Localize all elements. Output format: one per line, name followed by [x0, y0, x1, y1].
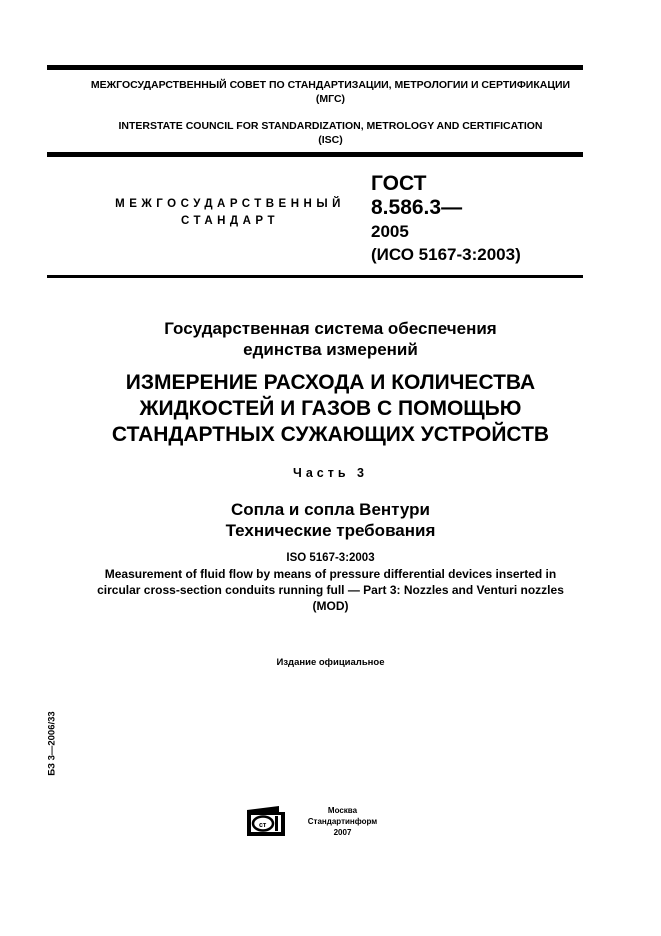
main-title-line1: ИЗМЕРЕНИЕ РАСХОДА И КОЛИЧЕСТВА	[125, 371, 536, 394]
council-ru-name: МЕЖГОСУДАРСТВЕННЫЙ СОВЕТ ПО СТАНДАРТИЗАЦИИ, МЕТРОЛОГИИ И СЕРТИФИКАЦИИ	[90, 79, 571, 91]
council-ru-abbr: (МГС)	[315, 93, 346, 105]
sub-title-line2: Технические требования	[225, 521, 436, 540]
iso-title-line3: (MOD)	[312, 599, 349, 613]
gost-number: 8.586.3—	[371, 196, 463, 219]
iso-id: ISO 5167-3:2003	[286, 552, 375, 564]
standard-kind-line2: СТАНДАРТ	[181, 215, 279, 227]
standartinform-logo-icon	[247, 806, 285, 836]
standard-kind-line1: МЕЖГОСУДАРСТВЕННЫЙ	[115, 198, 345, 210]
standard-kind	[80, 196, 380, 230]
publisher	[295, 805, 390, 838]
publisher-name: Стандартинформ	[307, 817, 378, 826]
council-en-abbr: (ISC)	[318, 134, 343, 146]
system-title	[0, 318, 661, 360]
publisher-year: 2007	[333, 828, 352, 837]
main-title	[0, 370, 661, 448]
gost-label: ГОСТ	[371, 172, 427, 195]
sub-title	[0, 499, 661, 541]
side-code: БЗ 3—2006/33	[46, 711, 58, 776]
top-rule	[47, 65, 583, 70]
council-en-name: INTERSTATE COUNCIL FOR STANDARDIZATION, METROLOGY AND CERTIFICATION	[118, 120, 543, 132]
council-ru	[0, 78, 661, 106]
system-title-line1: Государственная система обеспечения	[164, 319, 497, 338]
council-en	[0, 119, 661, 147]
sub-title-line1: Сопла и сопла Вентури	[231, 500, 430, 519]
svg-text:ст: ст	[259, 822, 267, 829]
gost-year: 2005	[371, 222, 409, 241]
gost-designation	[371, 172, 521, 266]
iso-title	[0, 566, 661, 614]
edition-label: Издание официальное	[276, 657, 385, 668]
iso-reference: (ИСО 5167-3:2003)	[371, 245, 521, 264]
designation-rule	[47, 275, 583, 278]
header-rule	[47, 152, 583, 157]
main-title-line3: СТАНДАРТНЫХ СУЖАЮЩИХ УСТРОЙСТВ	[111, 423, 550, 446]
part-number: Часть 3	[293, 466, 368, 480]
system-title-line2: единства измерений	[243, 340, 418, 359]
iso-title-line2: circular cross-section conduits running full — Part 3: Nozzles and Venturi nozzles	[97, 583, 564, 597]
publisher-city: Москва	[327, 806, 358, 815]
iso-title-line1: Measurement of fluid flow by means of pressure differential devices inserted in	[104, 567, 557, 581]
main-title-line2: ЖИДКОСТЕЙ И ГАЗОВ С ПОМОЩЬЮ	[139, 397, 522, 420]
